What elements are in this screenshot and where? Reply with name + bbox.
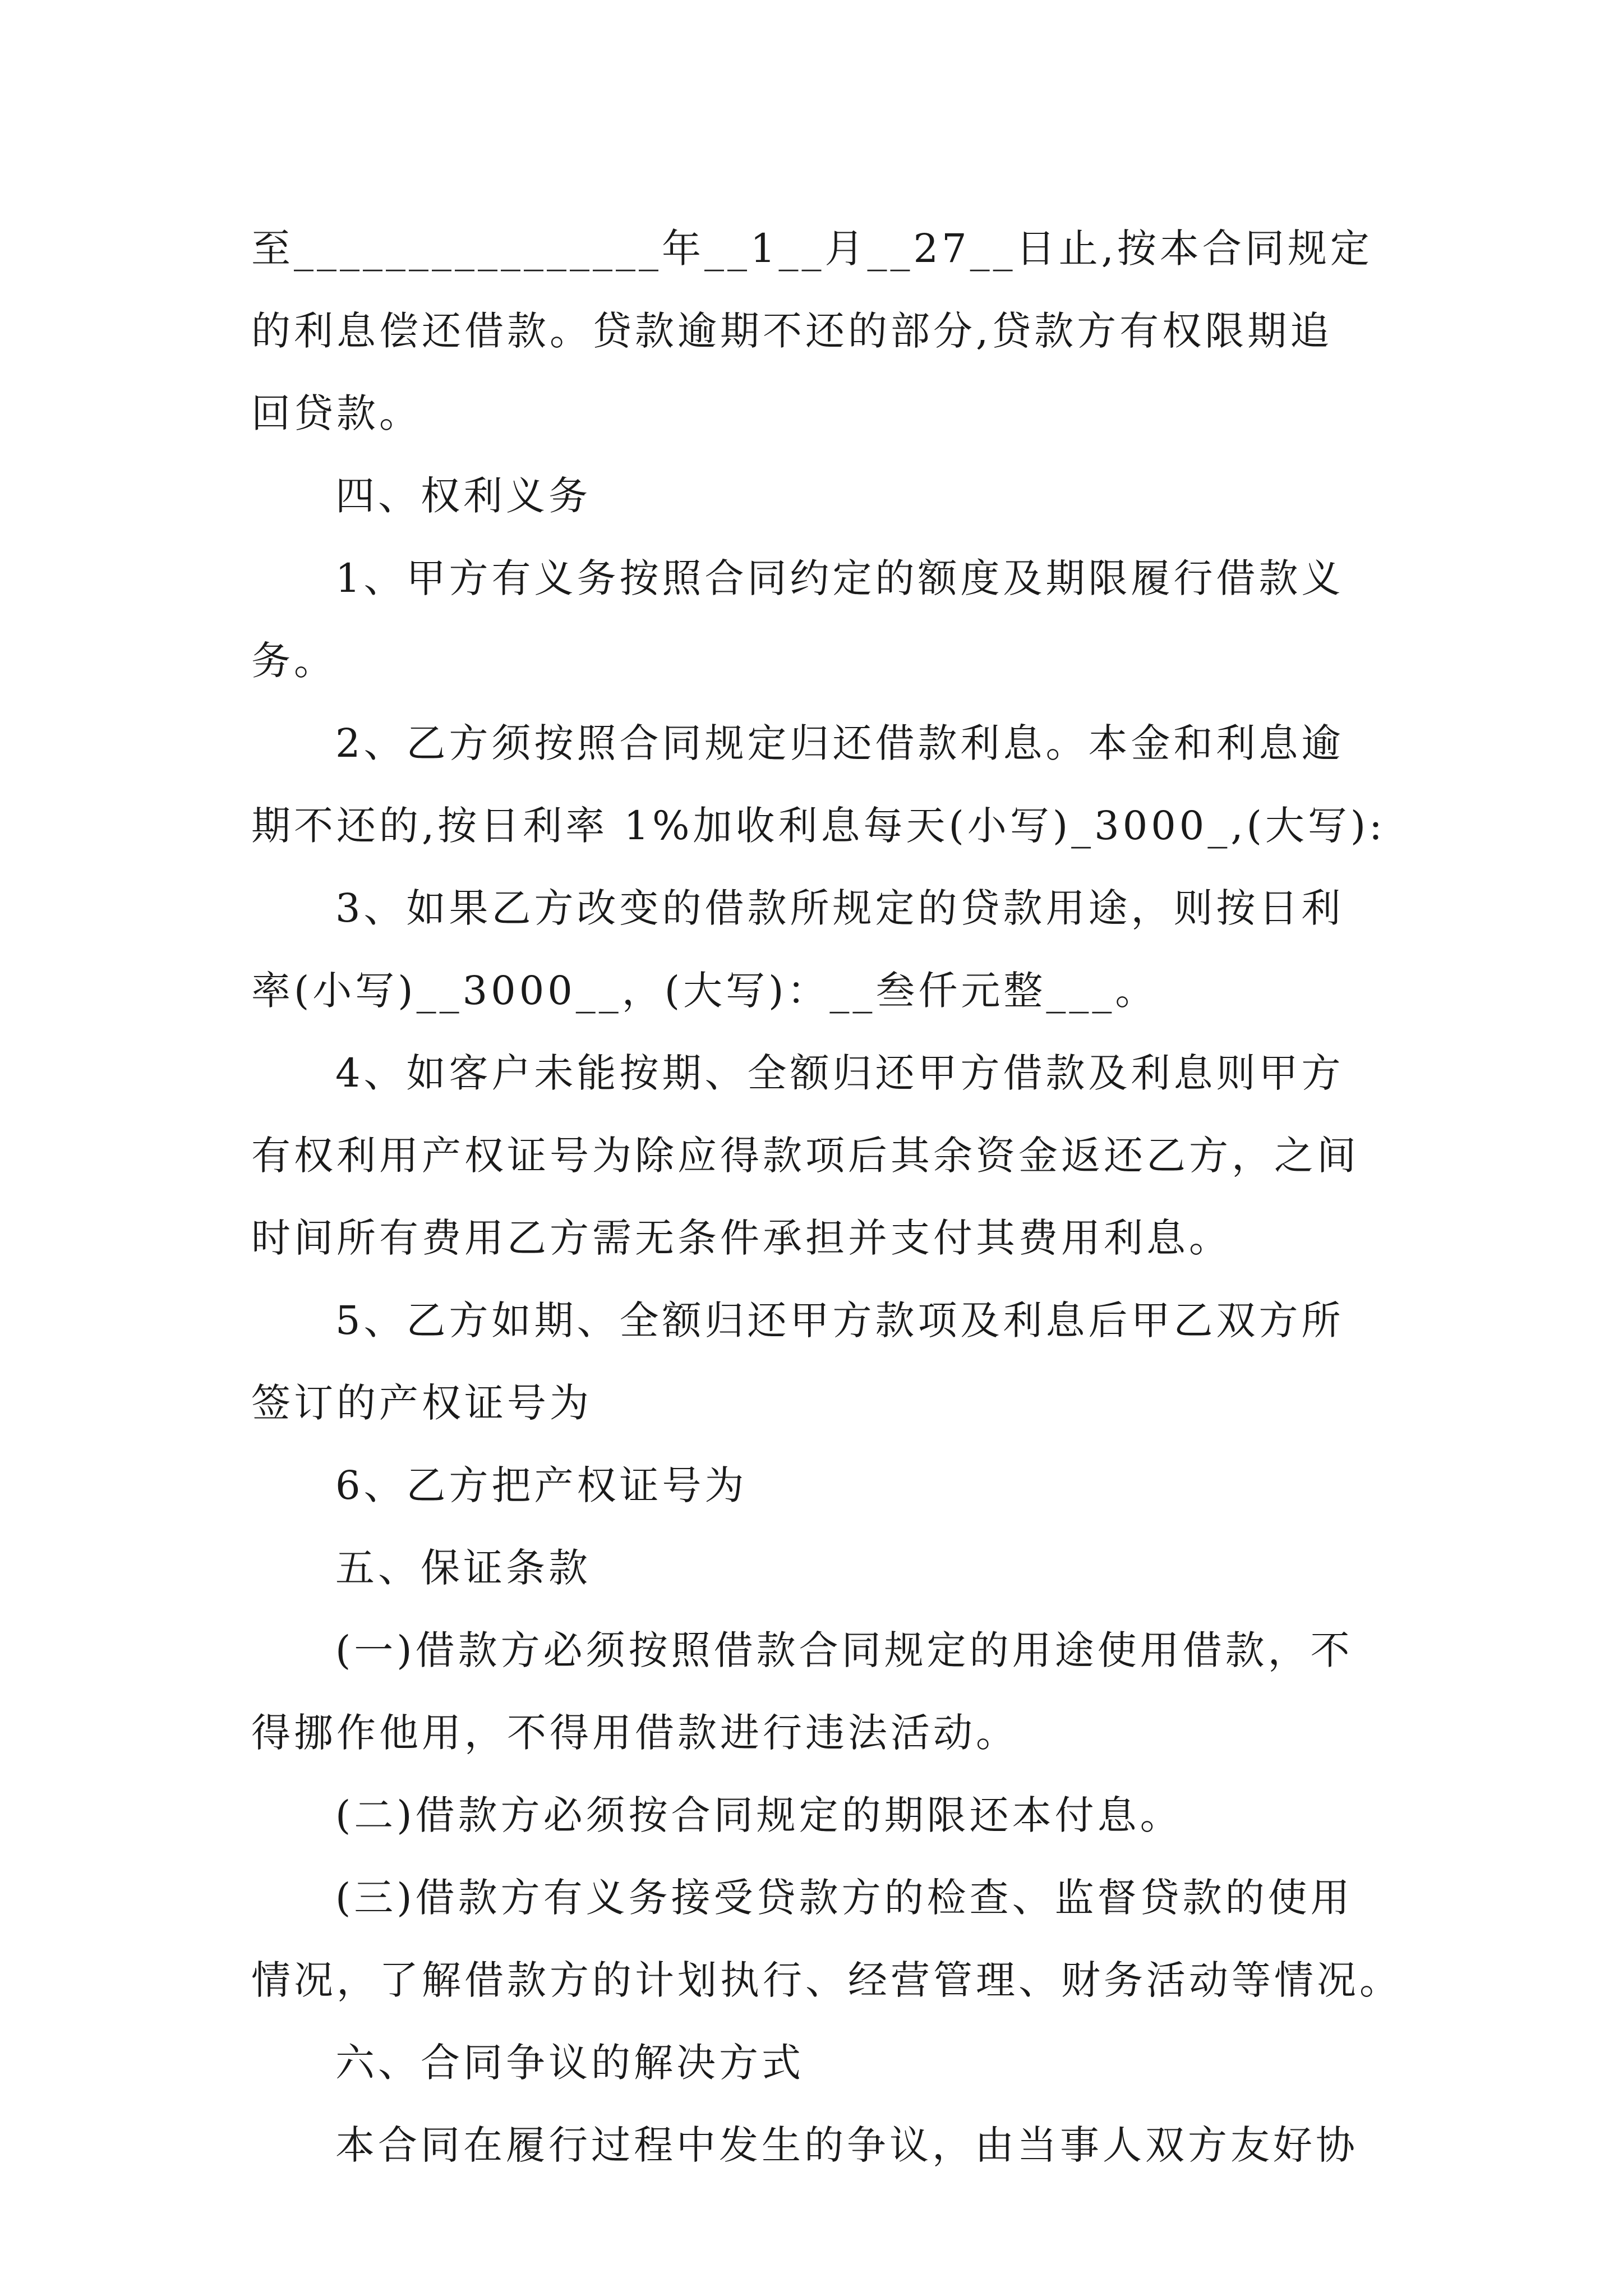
text-line-12: 有权利用产权证号为除应得款项后其余资金返还乙方，之间 — [251, 1133, 1359, 1179]
text-line-5: 1、甲方有义务按照合同约定的额度及期限履行借款义 — [335, 555, 1344, 601]
section-heading-guarantee: 五、保证条款 — [335, 1545, 591, 1591]
text-line-15: 签订的产权证号为 — [251, 1380, 592, 1426]
section-heading-dispute-resolution: 六、合同争议的解决方式 — [335, 2040, 804, 2086]
text-line-8: 期不还的,按日利率 1%加收利息每天(小写)_3000_,(大写): — [251, 803, 1386, 849]
document-page — [251, 208, 1407, 2187]
text-line-6: 务。 — [251, 638, 336, 684]
text-line-1: 至________________年__1__月__27__日止,按本合同规定 — [251, 226, 1373, 272]
text-line-11: 4、如客户未能按期、全额归还甲方借款及利息则甲方 — [335, 1050, 1344, 1096]
text-line-14: 5、乙方如期、全额归还甲方款项及利息后甲乙双方所 — [335, 1297, 1344, 1343]
text-line-13: 时间所有费用乙方需无条件承担并支付其费用利息。 — [251, 1215, 1232, 1261]
text-line-24: 本合同在履行过程中发生的争议，由当事人双方友好协 — [335, 2122, 1358, 2168]
text-line-9: 3、如果乙方改变的借款所规定的贷款用途，则按日利 — [335, 885, 1344, 931]
text-line-16: 6、乙方把产权证号为 — [335, 1462, 748, 1508]
text-line-7: 2、乙方须按照合同规定归还借款利息。本金和利息逾 — [335, 720, 1344, 766]
section-heading-rights-obligations: 四、权利义务 — [335, 473, 591, 519]
text-line-21: (三)借款方有义务接受贷款方的检查、监督贷款的使用 — [335, 1875, 1353, 1921]
text-line-10: 率(小写)__3000__，(大写)：__叁仟元整___。 — [251, 968, 1158, 1014]
text-line-18: (一)借款方必须按照借款合同规定的用途使用借款，不 — [335, 1627, 1353, 1673]
text-line-3: 回贷款。 — [251, 390, 422, 436]
text-line-20: (二)借款方必须按合同规定的期限还本付息。 — [335, 1792, 1183, 1838]
text-line-22: 情况，了解借款方的计划执行、经营管理、财务活动等情况。 — [251, 1957, 1402, 2003]
text-line-19: 得挪作他用，不得用借款进行违法活动。 — [251, 1710, 1018, 1756]
text-line-2: 的利息偿还借款。贷款逾期不还的部分,贷款方有权限期追 — [251, 308, 1333, 354]
